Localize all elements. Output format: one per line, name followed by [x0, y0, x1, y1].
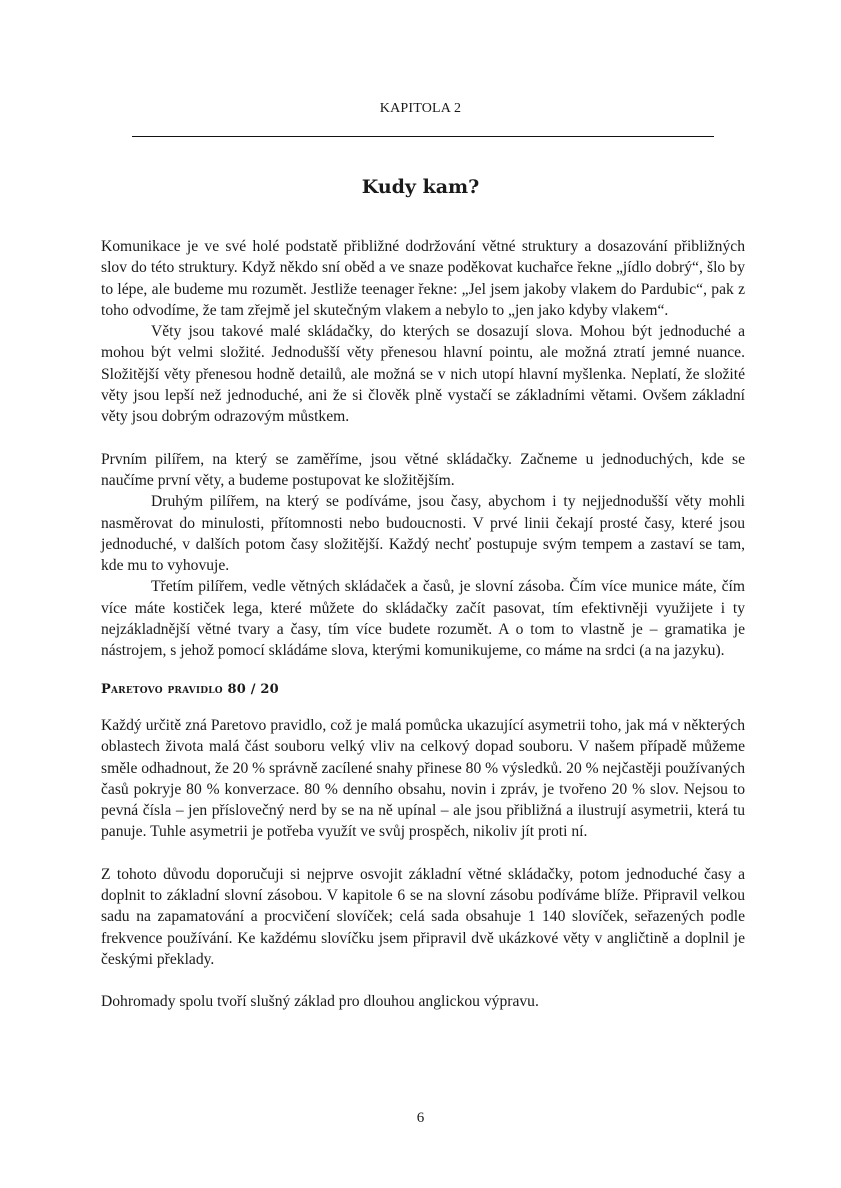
body-text	[101, 236, 745, 1013]
header-rule	[132, 136, 714, 137]
paragraph-first-pillar: Prvním pilířem, na který se zaměříme, jsou větné skládačky. Začneme u jednoduchých, kde se naučíme první věty, a budeme postupovat ke složitějším.	[101, 450, 745, 489]
paragraph-second-pillar: Druhým pilířem, na který se podíváme, jsou časy, abychom i ty nejjednodušší věty mohli nasměrovat do minulosti, přítomnosti nebo budoucnosti. V prvé linii čekají prosté časy, které jsou jednoduché, v dalších potom časy složitější. Každý nechť postupuje svým tempem a zastaví se tam, kde mu to vyhovuje.	[101, 493, 745, 575]
paragraph-third-pillar: Třetím pilířem, vedle větných skládaček a časů, je slovní zásoba. Čím více munice máte, čím více máte kostiček lega, které můžete do skládačky začít pasovat, tím efektivněji využijete i ty nejzákladnější větné tvary a časy, tím více budete rozumět. A o tom to vlastně je – gramatika je nástrojem, s jehož pomocí skládáme slova, kterými komunikujeme, co máme na srdci (a na jazyku).	[101, 578, 745, 660]
paragraph-sentences: Věty jsou takové malé skládačky, do kterých se dosazují slova. Mohou být jednoduché a mohou být velmi složité. Jednodušší věty přenesou hlavní pointu, ale možná ztratí jemné nuance. Složitější věty přenesou hodně detailů, ale možná se v nich utopí hlavní myšlenka. Neplatí, že složité věty jsou lepší než jednoduché, ani že si člověk plně vystačí se základními větami. Ovšem základní věty jsou dobrým odrazovým můstkem.	[101, 323, 745, 426]
section-heading: Paretovo pravidlo 80 / 20	[101, 681, 279, 697]
paragraph-recommendation: Z tohoto důvodu doporučuji si nejprve osvojit základní větné skládačky, potom jednoduché časy a doplnit to základní slovní zásobou. V kapitole 6 se na slovní zásobu podíváme blíže. Připravil velkou sadu na zapamatování a procvičení slovíček; celá sada obsahuje 1 140 slovíček, seřazených podle frekvence používání. Ke každému slovíčku jsem připravil dvě ukázkové věty v angličtině a doplnil je českými překlady.	[101, 865, 745, 968]
paragraph-intro: Komunikace je ve své holé podstatě přibližné dodržování větné struktury a dosazování přibližných slov do této struktury. Když někdo sní oběd a ve snaze poděkovat kuchařce řekne „jídlo dobrý“, šlo by to lépe, ale budeme mu rozumět. Jestliže teenager řekne: „Jel jsem jakoby vlakem do Pardubic“, pak z toho odvodíme, že tam zřejmě jel skutečným vlakem a nebylo to „jen jako kdyby vlakem“.	[101, 238, 745, 319]
paragraph-pareto: Každý určitě zná Paretovo pravidlo, což je malá pomůcka ukazující asymetrii toho, jak má v některých oblastech života malá část souboru velký vliv na celkový dopad souboru. V našem případě můžeme směle odhadnout, že 20 % správně zacílené snahy přinese 80 % výsledků. 20 % nejčastěji používaných časů pokryje 80 % konverzace. 80 % denního obsahu, novin i zpráv, je tvořeno 20 % slov. Nejsou to pevná čísla – jen příslovečný nerd by se na ně upínal – ale jsou přibližná a ilustrují asymetrii, která tu panuje. Tuhle asymetrii je potřeba využít ve svůj prospěch, nikoliv jít proti ní.	[101, 716, 745, 841]
running-head: KAPITOLA 2	[379, 101, 462, 116]
page-number: 6	[416, 1110, 425, 1126]
chapter-title: Kudy kam?	[361, 176, 480, 198]
paragraph-conclusion: Dohromady spolu tvoří slušný základ pro dlouhou anglickou výpravu.	[101, 993, 539, 1011]
